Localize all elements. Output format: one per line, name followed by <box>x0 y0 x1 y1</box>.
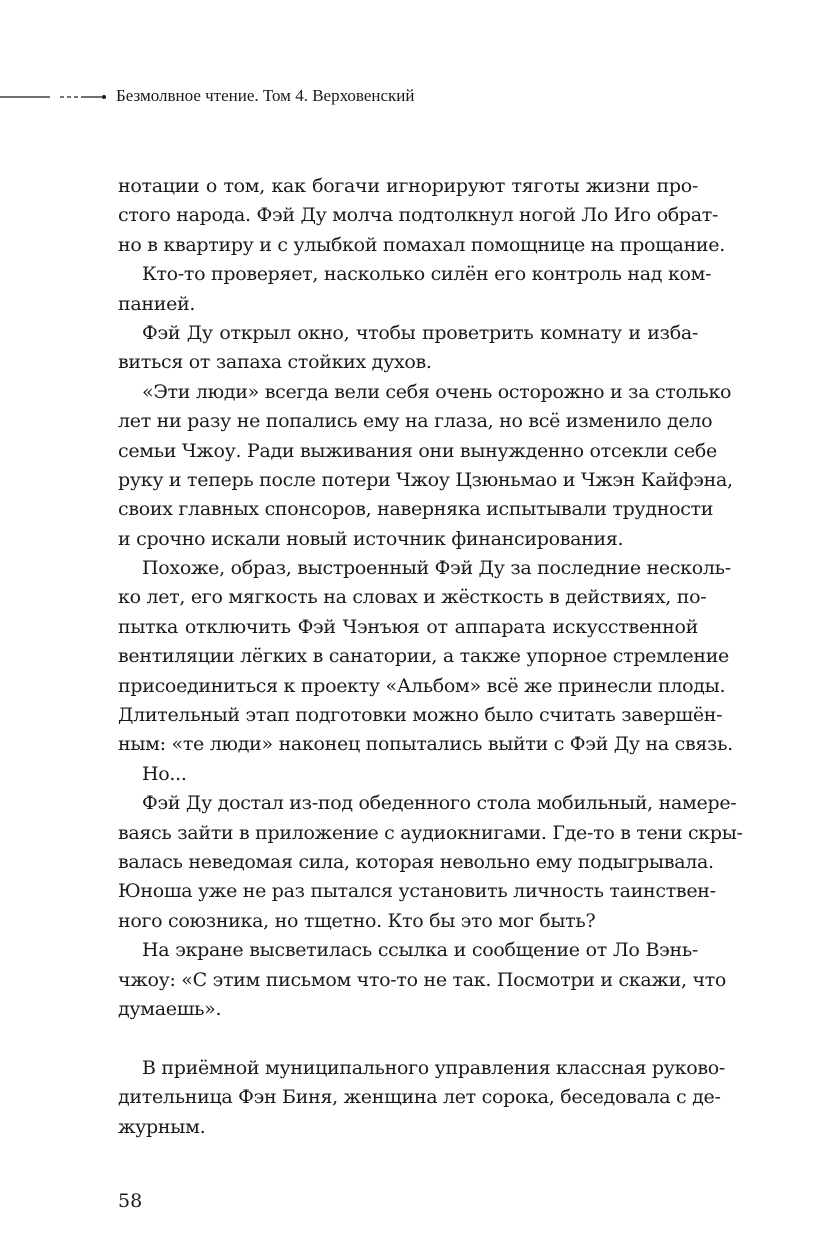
text-line: пытка отключить Фэй Чэнъюя от аппарата искусственной <box>118 615 698 638</box>
text-line: вентиляции лёгких в санатории, а также упорное стремление <box>118 645 729 668</box>
body-text <box>118 172 743 1142</box>
text-line: На экране высветилась ссылка и сообщение от Ло Вэнь- <box>142 939 698 962</box>
text-line: ваясь зайти в приложение с аудиокнигами. Где-то в тени скры- <box>118 821 743 844</box>
text-line: Юноша уже не раз пытался установить личность таинствен- <box>118 880 716 903</box>
text-line: ным: «те люди» наконец попытались выйти с Фэй Ду на связь. <box>118 733 733 756</box>
text-line: панией. <box>118 292 196 315</box>
text-line: Похоже, образ, выстроенный Фэй Ду за последние несколь- <box>142 557 731 580</box>
text-line: руку и теперь после потери Чжоу Цзюньмао и Чжэн Кайфэна, <box>118 468 733 491</box>
text-line: Длительный этап подготовки можно было считать завершён- <box>118 704 723 727</box>
text-line: ко лет, его мягкость на словах и жёсткость в действиях, по- <box>118 586 707 609</box>
text-line: валась неведомая сила, которая невольно ему подыгрывала. <box>118 850 714 873</box>
text-line: нотации о том, как богачи игнорируют тяготы жизни про- <box>118 175 698 197</box>
text-line: Фэй Ду открыл окно, чтобы проветрить комнату и изба- <box>142 321 698 344</box>
text-line: и срочно искали новый источник финансирования. <box>118 527 624 550</box>
text-line: ного союзника, но тщетно. Кто бы это мог быть? <box>118 909 596 932</box>
running-header <box>0 84 819 108</box>
text-line: но в квартиру и с улыбкой помахал помощнице на прощание. <box>118 233 725 256</box>
text-line: лет ни разу не попались ему на глаза, но всё изменило дело <box>118 410 713 433</box>
text-line: Фэй Ду достал из-под обеденного стола мобильный, намере- <box>142 792 737 815</box>
text-line: своих главных спонсоров, наверняка испытывали трудности <box>118 498 714 521</box>
header-dashed-rule <box>0 95 110 99</box>
text-line: присоединиться к проекту «Альбом» всё же принесли плоды. <box>118 674 726 697</box>
text-line: В приёмной муниципального управления классная руково- <box>142 1056 726 1079</box>
text-line: Но... <box>142 762 187 785</box>
text-line: журным. <box>118 1115 206 1138</box>
text-line: стого народа. Фэй Ду молча подтолкнул ногой Ло Иго обрат- <box>118 204 719 227</box>
text-line: думаешь». <box>118 997 222 1020</box>
text-line: виться от запаха стойких духов. <box>118 351 432 374</box>
page-number: 58 <box>118 1190 143 1212</box>
text-line: дительница Фэн Биня, женщина лет сорока, беседовала с де- <box>118 1086 721 1109</box>
text-line: Кто-то проверяет, насколько силён его контроль над ком- <box>142 263 712 286</box>
text-line: «Эти люди» всегда вели себя очень осторожно и за столько <box>142 380 732 403</box>
section-gap <box>118 1024 698 1053</box>
header-book-title: Безмолвное чтение. Том 4. Верховенский <box>116 86 415 105</box>
text-line: чжоу: «С этим письмом что-то не так. Посмотри и скажи, что <box>118 968 727 991</box>
text-line: семьи Чжоу. Ради выживания они вынужденно отсекли себе <box>118 439 717 462</box>
